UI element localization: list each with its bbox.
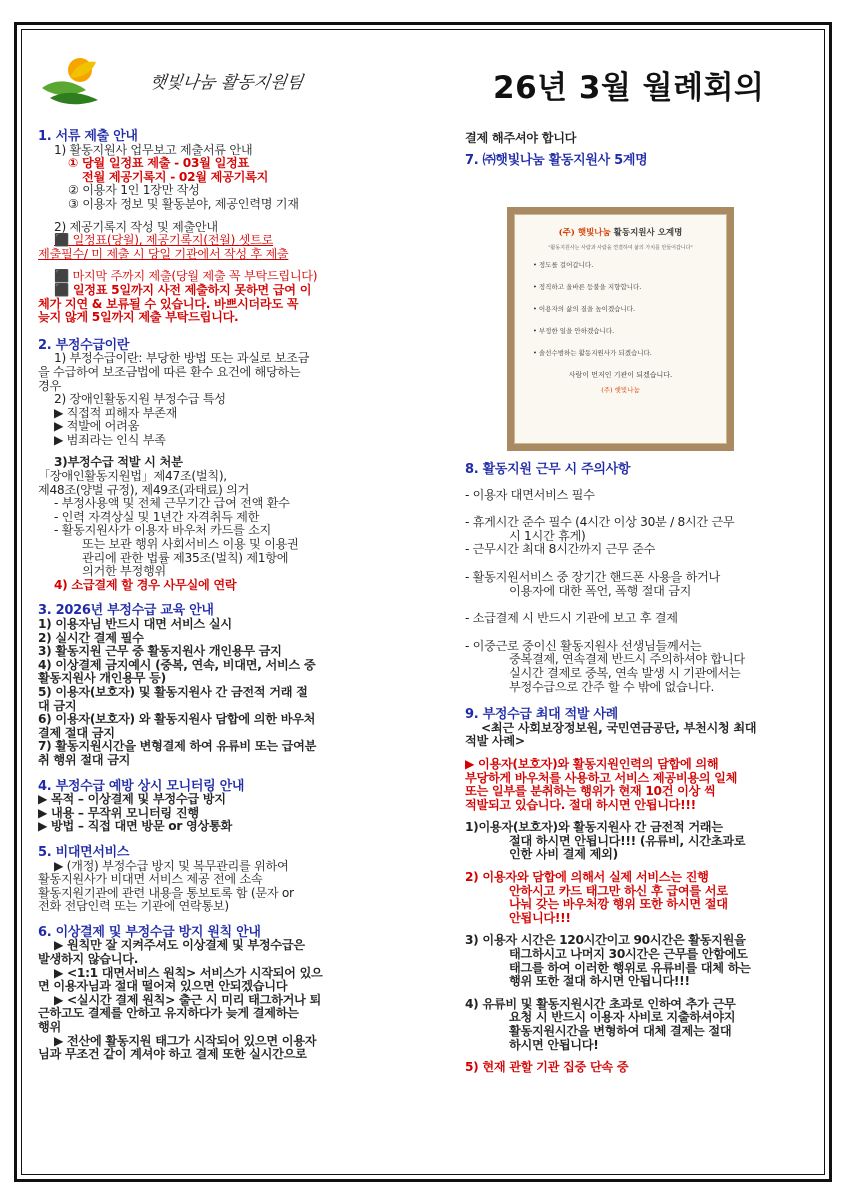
text-line: ③ 이용자 정보 및 활동분야, 제공인력명 기재 bbox=[68, 196, 299, 211]
text-line: ▶ 이용자(보호자)와 활동지원인력의 담합에 의해 bbox=[465, 756, 719, 771]
text-line: 제출필수/ 미 제출 시 당일 기관에서 작성 후 제출 bbox=[38, 246, 289, 261]
text-line: 안됩니다!!! bbox=[509, 910, 571, 925]
text-line: 행위 또한 절대 하시면 안됩니다!!! bbox=[509, 974, 690, 989]
text-line: 또는 일부를 분취하는 행위가 현재 10건 이상 씩 bbox=[465, 784, 716, 799]
text-line: ▶ 원칙만 잘 지켜주셔도 이상결제 및 부정수급은 bbox=[54, 938, 305, 953]
plaque-subtitle: "활동지원사는 사람과 사람을 연결하여 삶의 가치를 만들어갑니다" bbox=[548, 245, 693, 251]
text-line: 활동지원사가 비대면 서비스 제공 전에 소속 bbox=[38, 872, 263, 887]
text-line: 인한 사비 결제 제외) bbox=[509, 847, 618, 862]
text-line: - 부정사용액 및 전체 근무기간 급여 전액 환수 bbox=[54, 496, 290, 511]
text-line: ▶ <실시간 결제 원칙> 출근 시 미리 태그하거나 퇴 bbox=[54, 992, 321, 1007]
text-line: 태그하시고 나머지 30시간은 근무를 안함에도 bbox=[509, 947, 748, 962]
text-line: - 활동지원사가 이용자 바우처 카드를 소지 bbox=[54, 523, 272, 538]
text-line: 1)이용자(보호자)와 활동지원사 간 금전적 거래는 bbox=[465, 820, 723, 835]
plaque-rule: • 정도를 걸어갑니다. bbox=[533, 261, 594, 269]
section-heading-5: 5. 비대면서비스 bbox=[38, 844, 130, 860]
text-line: - 근무시간 최대 8시간까지 근무 준수 bbox=[465, 542, 656, 557]
section-heading-2: 2. 부정수급이란 bbox=[38, 337, 130, 353]
text-line: 4) 유류비 및 활동지원시간 초과로 인하여 추가 근무 bbox=[465, 996, 736, 1011]
text-line: 실시간 결제로 중복, 연속 발생 시 기관에서는 bbox=[509, 665, 741, 680]
text-line: 4) 소급결제 할 경우 사무실에 연락 bbox=[54, 577, 237, 592]
text-line: 「장애인활동지원법」제47조(벌칙), bbox=[38, 469, 227, 484]
text-line: 7) 활동지원시간을 변형결제 하여 유류비 또는 급여분 bbox=[38, 739, 317, 754]
text-line: 행위 bbox=[38, 1020, 61, 1035]
text-line: 전화 전담인력 또는 기관에 연락통보) bbox=[38, 899, 229, 914]
text-line: 나눠 갖는 바우처깡 행위 또한 하시면 절대 bbox=[509, 897, 728, 912]
text-line: 근하고도 결제를 안하고 유지하다가 늦게 결제하는 bbox=[38, 1006, 299, 1021]
right-column-lower bbox=[465, 463, 825, 1075]
text-line: - 이중근로 중이신 활동지원사 선생님들께서는 bbox=[465, 638, 702, 653]
section-heading-1: 1. 서류 제출 안내 bbox=[38, 129, 138, 144]
text-line: 요청 시 반드시 이용자 사비로 지출하셔야지 bbox=[509, 1010, 736, 1025]
text-line: 1) 부정수급이란: 부당한 방법 또는 과실로 보조금 bbox=[54, 351, 310, 366]
text-line: 님과 무조건 같이 계셔야 하고 결제 또한 실시간으로 bbox=[38, 1047, 307, 1062]
text-line: ▶ <1:1 대면서비스 원칙> 서비스가 시작되어 있으 bbox=[54, 965, 323, 980]
text-line: ▶ 전산에 활동지원 태그가 시작되어 있으면 이용자 bbox=[54, 1033, 317, 1048]
right-column bbox=[465, 132, 825, 167]
text-line: 1) 이용자님 반드시 대면 서비스 실시 bbox=[38, 617, 232, 631]
text-line: 활동지원기관에 관련 내용을 통보토록 함 (문자 or bbox=[38, 885, 294, 900]
text-line: ▶ 방법 – 직접 대면 방문 or 영상통화 bbox=[38, 819, 232, 834]
five-rules-content bbox=[514, 214, 727, 444]
plaque-title-rest: 활동지원사 오계명 bbox=[610, 228, 683, 238]
text-line: 적발되고 있습니다. 절대 하시면 안됩니다!!! bbox=[465, 797, 696, 812]
text-line: ▶ 목적 – 이상결제 및 부정수급 방지 bbox=[38, 792, 226, 807]
text-line: 전월 제공기록지 - 02월 제공기록지 bbox=[82, 169, 269, 184]
text-line: 5) 이용자(보호자) 및 활동지원사 간 금전적 거래 절 bbox=[38, 684, 308, 699]
text-line: ▶ (개정) 부정수급 방지 및 복무관리를 위하여 bbox=[54, 858, 289, 873]
text-line: 부당하게 바우처를 사용하고 서비스 제공비용의 일체 bbox=[465, 770, 738, 785]
section-heading-4: 4. 부정수급 예방 상시 모니터링 안내 bbox=[38, 778, 245, 794]
plaque-footer: 사람이 먼저인 기관이 되겠습니다. bbox=[568, 371, 673, 379]
text-line: 절대 하시면 안됩니다!!! (유류비, 시간초과로 bbox=[509, 833, 746, 848]
text-line: - 이용자 대면서비스 필수 bbox=[465, 487, 595, 502]
plaque-brand: (주) 햇빛나눔 bbox=[601, 386, 640, 394]
text-line: - 휴게시간 준수 필수 (4시간 이상 30분 / 8시간 근무 bbox=[465, 515, 735, 530]
text-line: 늦지 않게 5일까지 제출 부탁드립니다. bbox=[38, 310, 239, 325]
section-heading-3: 3. 2026년 부정수급 교육 안내 bbox=[38, 603, 214, 619]
text-line: 의거한 부정행위 bbox=[82, 564, 166, 579]
text-line: 1) 활동지원사 업무보고 제출서류 안내 bbox=[54, 142, 253, 157]
text-line: ② 이용자 1인 1장만 작성 bbox=[68, 183, 200, 198]
text-line: ▶ 범죄라는 인식 부족 bbox=[54, 432, 166, 447]
text-line: 대 금지 bbox=[38, 698, 77, 713]
text-line: 2) 실시간 결제 필수 bbox=[38, 630, 144, 645]
text-line: 면 이용자님과 절대 떨어져 있으면 안되겠습니다 bbox=[38, 979, 288, 994]
text-line: 제48조(양벌 규정), 제49조(과태료) 의거 bbox=[38, 482, 250, 497]
text-line: ① 당월 일정표 제출 - 03월 일정표 bbox=[68, 156, 249, 171]
text-line: ▶ 적발에 어려움 bbox=[54, 419, 140, 434]
text-line: ⬛ 마지막 주까지 제출(당월 제출 꼭 부탁드립니다) bbox=[54, 269, 318, 284]
plaque-title-org: (주) 햇빛나눔 bbox=[558, 228, 611, 238]
plaque-rule: • 솔선수범하는 활동지원사가 되겠습니다. bbox=[533, 349, 652, 357]
text-line: ▶ 직접적 피해자 부존재 bbox=[54, 405, 178, 420]
text-line: 취 행위 절대 금지 bbox=[38, 752, 131, 767]
logo-text: 햇빛나눔 활동지원팀 bbox=[148, 73, 305, 93]
left-column bbox=[38, 130, 418, 1062]
text-line: ▶ 내용 – 무작위 모니터링 진행 bbox=[38, 805, 199, 820]
text-line: 태그를 하여 이러한 행위로 유류비를 대체 하는 bbox=[509, 960, 751, 975]
plaque-rule: • 정직하고 올바른 등불을 지향합니다. bbox=[533, 283, 642, 291]
text-line: 2) 장애인활동지원 부정수급 특성 bbox=[54, 392, 226, 407]
text-line: 시 1시간 휴게) bbox=[509, 528, 586, 543]
text-line: - 인력 자격상실 및 1년간 자격취득 제한 bbox=[54, 509, 260, 524]
section-heading-6: 6. 이상결제 및 부정수급 방지 원칙 안내 bbox=[38, 924, 261, 940]
text-line: - 활동지원서비스 중 장기간 핸드폰 사용을 하거나 bbox=[465, 569, 721, 584]
plaque-rule: • 부정한 일을 안하겠습니다. bbox=[533, 327, 615, 335]
section-heading-7: 7. ㈜햇빛나눔 활동지원사 5계명 bbox=[465, 152, 648, 168]
text-line: 또는 보관 행위 사회서비스 이용 및 이용권 bbox=[82, 537, 299, 552]
text-line: 3) 이용자 시간은 120시간이고 90시간은 활동지원을 bbox=[465, 933, 746, 948]
section-heading-9: 9. 부정수급 최대 적발 사례 bbox=[465, 707, 618, 723]
text-line: 체가 지연 & 보류될 수 있습니다. 바쁘시더라도 꼭 bbox=[38, 296, 299, 311]
text-line: ⬛ 일정표 5일까지 사전 제출하지 못하면 급여 이 bbox=[54, 282, 312, 297]
sun-leaf-logo-icon bbox=[40, 52, 102, 108]
text-line: 결제 해주셔야 합니다 bbox=[465, 131, 577, 145]
text-line: 2) 이용자와 담합에 의해서 실제 서비스는 진행 bbox=[465, 870, 709, 885]
page-title: 26년 3월 월례회의 bbox=[493, 70, 765, 106]
text-line: ⬛ 일정표(당월), 제공기록지(전월) 셋트로 bbox=[54, 233, 274, 248]
text-line: 6) 이용자(보호자) 와 활동지원사 담합에 의한 바우처 bbox=[38, 712, 316, 727]
text-line: 3)부정수급 적발 시 처분 bbox=[54, 455, 183, 470]
text-line: <최근 사회보장정보원, 국민연금공단, 부천시청 최대 bbox=[481, 720, 757, 735]
text-line: 발생하지 않습니다. bbox=[38, 952, 139, 967]
text-line: 적발 사례> bbox=[465, 734, 525, 749]
plaque-rule: • 이용자의 삶의 질을 높이겠습니다. bbox=[533, 305, 636, 313]
text-line: - 소급결제 시 반드시 기관에 보고 후 결제 bbox=[465, 611, 678, 626]
text-line: 부정수급으로 간주 할 수 밖에 없습니다. bbox=[509, 679, 715, 694]
text-line: 활동지원시간을 변형하여 대체 결제는 절대 bbox=[509, 1024, 732, 1038]
text-line: 안하시고 카드 태그만 하신 후 급여를 서로 bbox=[509, 883, 728, 898]
text-line: 결제 절대 금지 bbox=[38, 725, 115, 740]
text-line: 3) 활동지원 근무 중 활동지원사 개인용무 금지 bbox=[38, 644, 282, 659]
text-line: 활동지원사 개인용무 등) bbox=[38, 671, 166, 686]
text-line: 2) 제공기록지 작성 및 제출안내 bbox=[54, 219, 218, 234]
text-line: 하시면 안됩니다! bbox=[509, 1037, 599, 1052]
text-line: 중복결제, 연속결제 반드시 주의하셔야 합니다 bbox=[509, 652, 745, 667]
text-line: 4) 이상결제 금지예시 (중복, 연속, 비대면, 서비스 중 bbox=[38, 657, 316, 672]
text-line: 을 수급하여 보조금법에 따른 환수 요건에 해당하는 bbox=[38, 364, 301, 379]
section-heading-8: 8. 활동지원 근무 시 주의사항 bbox=[465, 462, 631, 477]
text-line: 5) 현재 관할 기관 집중 단속 중 bbox=[465, 1060, 629, 1075]
text-line: 관리에 관한 법률 제35조(벌칙) 제1항에 bbox=[82, 550, 289, 565]
five-rules-plaque bbox=[507, 207, 734, 451]
text-line: 이용자에 대한 폭언, 폭행 절대 금지 bbox=[509, 583, 692, 598]
plaque-title bbox=[527, 229, 714, 238]
text-line: 경우 bbox=[38, 378, 61, 393]
